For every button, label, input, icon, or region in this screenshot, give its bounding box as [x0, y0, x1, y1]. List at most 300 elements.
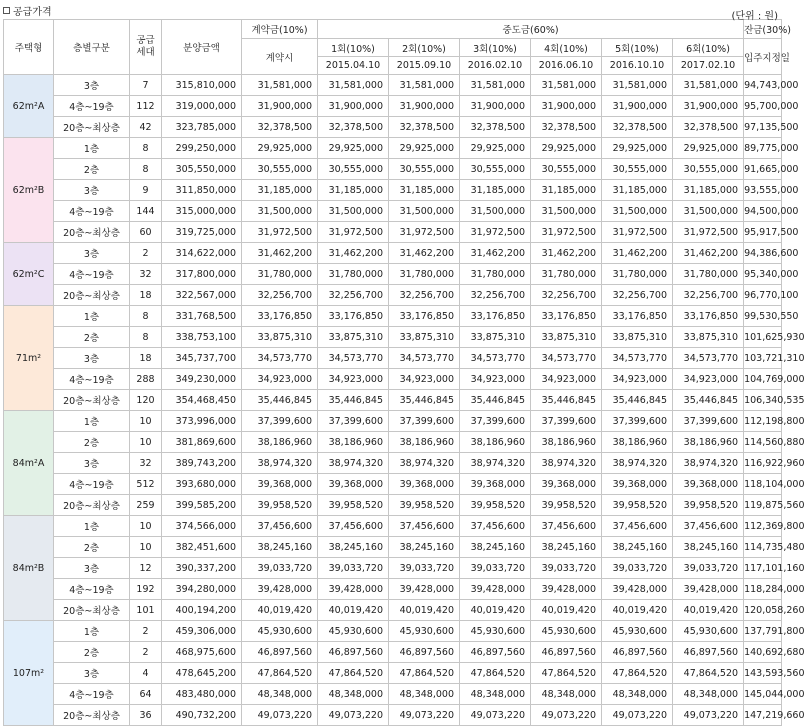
interim-6-cell: 49,073,220: [673, 705, 744, 726]
interim-2-cell: 38,245,160: [389, 537, 460, 558]
floor-cell: 4층~19층: [54, 474, 130, 495]
interim-1-cell: 31,972,500: [318, 222, 389, 243]
deposit-cell: 32,256,700: [242, 285, 318, 306]
price-cell: 305,550,000: [162, 159, 242, 180]
interim-3-cell: 32,378,500: [460, 117, 531, 138]
balance-cell: 104,769,000: [744, 369, 782, 390]
interim-1-cell: 34,573,770: [318, 348, 389, 369]
price-cell: 390,337,200: [162, 558, 242, 579]
deposit-cell: 30,555,000: [242, 159, 318, 180]
interim-6-cell: 39,033,720: [673, 558, 744, 579]
price-cell: 393,680,000: [162, 474, 242, 495]
interim-5-cell: 29,925,000: [602, 138, 673, 159]
price-cell: 331,768,500: [162, 306, 242, 327]
floor-cell: 3층: [54, 243, 130, 264]
type-cell: 62m²B: [4, 138, 54, 243]
interim-2-cell: 30,555,000: [389, 159, 460, 180]
interim-6-cell: 39,958,520: [673, 495, 744, 516]
interim-2-cell: 31,462,200: [389, 243, 460, 264]
balance-cell: 93,555,000: [744, 180, 782, 201]
floor-cell: 1층: [54, 621, 130, 642]
caption-text: 공급가격: [13, 7, 52, 18]
price-cell: 459,306,000: [162, 621, 242, 642]
interim-3-cell: 31,780,000: [460, 264, 531, 285]
table-row: [4, 411, 782, 432]
table-row: [4, 495, 782, 516]
interim-3-cell: 32,256,700: [460, 285, 531, 306]
interim-4-cell: 31,780,000: [531, 264, 602, 285]
units-cell: 10: [130, 432, 162, 453]
interim-1-cell: 31,780,000: [318, 264, 389, 285]
units-cell: 32: [130, 453, 162, 474]
interim-2-cell: 38,974,320: [389, 453, 460, 474]
interim-4-cell: 33,176,850: [531, 306, 602, 327]
deposit-cell: 38,245,160: [242, 537, 318, 558]
balance-cell: 118,104,000: [744, 474, 782, 495]
balance-cell: 119,875,560: [744, 495, 782, 516]
header-floor-group: 층별구분: [54, 20, 130, 75]
interim-3-cell: 33,176,850: [460, 306, 531, 327]
interim-2-cell: 32,256,700: [389, 285, 460, 306]
units-cell: 8: [130, 327, 162, 348]
units-cell: 64: [130, 684, 162, 705]
header-date-1: 2015.04.10: [318, 57, 389, 75]
interim-2-cell: 31,185,000: [389, 180, 460, 201]
header-date-4: 2016.06.10: [531, 57, 602, 75]
interim-4-cell: 45,930,600: [531, 621, 602, 642]
price-cell: 299,250,000: [162, 138, 242, 159]
units-cell: 10: [130, 516, 162, 537]
header-interim: 중도금(60%): [318, 20, 744, 39]
header-round-3: 3회(10%): [460, 39, 531, 57]
floor-cell: 2층: [54, 432, 130, 453]
balance-cell: 101,625,930: [744, 327, 782, 348]
interim-1-cell: 38,245,160: [318, 537, 389, 558]
interim-3-cell: 29,925,000: [460, 138, 531, 159]
units-cell: 2: [130, 642, 162, 663]
interim-6-cell: 31,780,000: [673, 264, 744, 285]
floor-cell: 20층~최상층: [54, 285, 130, 306]
units-cell: 60: [130, 222, 162, 243]
interim-6-cell: 37,399,600: [673, 411, 744, 432]
interim-6-cell: 33,875,310: [673, 327, 744, 348]
balance-cell: 94,500,000: [744, 201, 782, 222]
interim-4-cell: 31,500,000: [531, 201, 602, 222]
interim-2-cell: 37,456,600: [389, 516, 460, 537]
interim-5-cell: 38,245,160: [602, 537, 673, 558]
interim-5-cell: 38,186,960: [602, 432, 673, 453]
floor-cell: 20층~최상층: [54, 705, 130, 726]
interim-4-cell: 31,900,000: [531, 96, 602, 117]
interim-5-cell: 33,176,850: [602, 306, 673, 327]
balance-cell: 112,369,800: [744, 516, 782, 537]
interim-2-cell: 47,864,520: [389, 663, 460, 684]
interim-5-cell: 37,399,600: [602, 411, 673, 432]
interim-4-cell: 39,958,520: [531, 495, 602, 516]
balance-cell: 114,560,880: [744, 432, 782, 453]
units-cell: 4: [130, 663, 162, 684]
units-cell: 10: [130, 411, 162, 432]
interim-2-cell: 40,019,420: [389, 600, 460, 621]
interim-5-cell: 46,897,560: [602, 642, 673, 663]
interim-1-cell: 39,958,520: [318, 495, 389, 516]
type-cell: 62m²A: [4, 75, 54, 138]
interim-5-cell: 34,923,000: [602, 369, 673, 390]
table-row: [4, 516, 782, 537]
deposit-cell: 37,456,600: [242, 516, 318, 537]
interim-1-cell: 31,581,000: [318, 75, 389, 96]
balance-cell: 147,219,660: [744, 705, 782, 726]
balance-cell: 94,743,000: [744, 75, 782, 96]
deposit-cell: 32,378,500: [242, 117, 318, 138]
deposit-cell: 39,033,720: [242, 558, 318, 579]
interim-6-cell: 39,428,000: [673, 579, 744, 600]
deposit-cell: 29,925,000: [242, 138, 318, 159]
deposit-cell: 38,974,320: [242, 453, 318, 474]
floor-cell: 3층: [54, 453, 130, 474]
interim-1-cell: 39,033,720: [318, 558, 389, 579]
table-row: [4, 327, 782, 348]
interim-1-cell: 45,930,600: [318, 621, 389, 642]
table-row: [4, 684, 782, 705]
deposit-cell: 37,399,600: [242, 411, 318, 432]
interim-5-cell: 31,462,200: [602, 243, 673, 264]
interim-3-cell: 38,186,960: [460, 432, 531, 453]
header-balance-sub: 입주지정일: [744, 39, 782, 75]
header-date-3: 2016.02.10: [460, 57, 531, 75]
floor-cell: 2층: [54, 537, 130, 558]
floor-cell: 20층~최상층: [54, 117, 130, 138]
interim-6-cell: 33,176,850: [673, 306, 744, 327]
interim-4-cell: 39,033,720: [531, 558, 602, 579]
table-row: [4, 117, 782, 138]
units-cell: 144: [130, 201, 162, 222]
header-units: 공급 세대: [130, 20, 162, 75]
table-row: [4, 348, 782, 369]
interim-2-cell: 31,581,000: [389, 75, 460, 96]
interim-5-cell: 33,875,310: [602, 327, 673, 348]
units-cell: 8: [130, 138, 162, 159]
interim-5-cell: 32,378,500: [602, 117, 673, 138]
price-cell: 322,567,000: [162, 285, 242, 306]
units-cell: 42: [130, 117, 162, 138]
price-cell: 400,194,200: [162, 600, 242, 621]
interim-1-cell: 47,864,520: [318, 663, 389, 684]
interim-1-cell: 35,446,845: [318, 390, 389, 411]
table-row: [4, 432, 782, 453]
table-row: [4, 180, 782, 201]
floor-cell: 3층: [54, 558, 130, 579]
interim-4-cell: 32,378,500: [531, 117, 602, 138]
interim-6-cell: 48,348,000: [673, 684, 744, 705]
table-row: [4, 75, 782, 96]
deposit-cell: 34,923,000: [242, 369, 318, 390]
interim-2-cell: 31,900,000: [389, 96, 460, 117]
interim-4-cell: 30,555,000: [531, 159, 602, 180]
floor-cell: 1층: [54, 516, 130, 537]
interim-6-cell: 46,897,560: [673, 642, 744, 663]
interim-5-cell: 39,368,000: [602, 474, 673, 495]
balance-cell: 118,284,000: [744, 579, 782, 600]
interim-2-cell: 39,428,000: [389, 579, 460, 600]
table-row: [4, 642, 782, 663]
interim-3-cell: 31,500,000: [460, 201, 531, 222]
header-date-2: 2015.09.10: [389, 57, 460, 75]
interim-4-cell: 33,875,310: [531, 327, 602, 348]
table-row: [4, 222, 782, 243]
interim-5-cell: 40,019,420: [602, 600, 673, 621]
interim-2-cell: 48,348,000: [389, 684, 460, 705]
units-cell: 7: [130, 75, 162, 96]
interim-2-cell: 33,875,310: [389, 327, 460, 348]
interim-5-cell: 31,780,000: [602, 264, 673, 285]
interim-6-cell: 38,245,160: [673, 537, 744, 558]
header-date-5: 2016.10.10: [602, 57, 673, 75]
interim-4-cell: 34,573,770: [531, 348, 602, 369]
interim-2-cell: 31,500,000: [389, 201, 460, 222]
header-deposit-sub: 계약시: [242, 39, 318, 75]
interim-5-cell: 31,500,000: [602, 201, 673, 222]
interim-6-cell: 38,186,960: [673, 432, 744, 453]
interim-6-cell: 31,462,200: [673, 243, 744, 264]
deposit-cell: 31,185,000: [242, 180, 318, 201]
balance-cell: 89,775,000: [744, 138, 782, 159]
square-bullet-icon: [3, 7, 10, 14]
units-cell: 112: [130, 96, 162, 117]
table-row: [4, 474, 782, 495]
interim-1-cell: 46,897,560: [318, 642, 389, 663]
balance-cell: 137,791,800: [744, 621, 782, 642]
interim-1-cell: 30,555,000: [318, 159, 389, 180]
interim-3-cell: 48,348,000: [460, 684, 531, 705]
table-caption: [3, 3, 52, 18]
interim-3-cell: 30,555,000: [460, 159, 531, 180]
interim-4-cell: 31,972,500: [531, 222, 602, 243]
header-balance: 잔금(30%): [744, 20, 782, 39]
interim-4-cell: 34,923,000: [531, 369, 602, 390]
type-cell: 84m²A: [4, 411, 54, 516]
units-cell: 8: [130, 159, 162, 180]
units-cell: 192: [130, 579, 162, 600]
price-cell: 315,000,000: [162, 201, 242, 222]
interim-2-cell: 35,446,845: [389, 390, 460, 411]
balance-cell: 95,917,500: [744, 222, 782, 243]
floor-cell: 20층~최상층: [54, 222, 130, 243]
interim-3-cell: 38,974,320: [460, 453, 531, 474]
table-row: [4, 453, 782, 474]
balance-cell: 120,058,260: [744, 600, 782, 621]
floor-cell: 4층~19층: [54, 264, 130, 285]
floor-cell: 3층: [54, 75, 130, 96]
deposit-cell: 39,428,000: [242, 579, 318, 600]
interim-2-cell: 37,399,600: [389, 411, 460, 432]
price-cell: 374,566,000: [162, 516, 242, 537]
price-cell: 478,645,200: [162, 663, 242, 684]
interim-3-cell: 39,368,000: [460, 474, 531, 495]
table-body: [4, 75, 805, 726]
deposit-cell: 46,897,560: [242, 642, 318, 663]
interim-1-cell: 31,900,000: [318, 96, 389, 117]
interim-6-cell: 35,446,845: [673, 390, 744, 411]
price-cell: 382,451,600: [162, 537, 242, 558]
floor-cell: 4층~19층: [54, 684, 130, 705]
floor-cell: 3층: [54, 180, 130, 201]
interim-3-cell: 31,972,500: [460, 222, 531, 243]
interim-4-cell: 31,185,000: [531, 180, 602, 201]
table-row: [4, 96, 782, 117]
interim-3-cell: 39,428,000: [460, 579, 531, 600]
units-cell: 288: [130, 369, 162, 390]
deposit-cell: 31,581,000: [242, 75, 318, 96]
interim-1-cell: 32,378,500: [318, 117, 389, 138]
floor-cell: 4층~19층: [54, 369, 130, 390]
balance-cell: 143,593,560: [744, 663, 782, 684]
table-row: [4, 201, 782, 222]
table-row: [4, 600, 782, 621]
interim-3-cell: 46,897,560: [460, 642, 531, 663]
interim-2-cell: 34,923,000: [389, 369, 460, 390]
table-row: [4, 264, 782, 285]
price-cell: 468,975,600: [162, 642, 242, 663]
balance-cell: 112,198,800: [744, 411, 782, 432]
interim-4-cell: 39,428,000: [531, 579, 602, 600]
balance-cell: 140,692,680: [744, 642, 782, 663]
table-row: [4, 705, 782, 726]
price-cell: 354,468,450: [162, 390, 242, 411]
balance-cell: 106,340,535: [744, 390, 782, 411]
floor-cell: 4층~19층: [54, 579, 130, 600]
interim-3-cell: 34,923,000: [460, 369, 531, 390]
interim-3-cell: 34,573,770: [460, 348, 531, 369]
interim-1-cell: 32,256,700: [318, 285, 389, 306]
deposit-cell: 31,500,000: [242, 201, 318, 222]
interim-6-cell: 37,456,600: [673, 516, 744, 537]
units-cell: 36: [130, 705, 162, 726]
supply-price-table: [3, 19, 805, 726]
balance-cell: 96,770,100: [744, 285, 782, 306]
interim-2-cell: 33,176,850: [389, 306, 460, 327]
table-row: [4, 621, 782, 642]
interim-1-cell: 31,500,000: [318, 201, 389, 222]
interim-4-cell: 47,864,520: [531, 663, 602, 684]
header-round-6: 6회(10%): [673, 39, 744, 57]
price-cell: 389,743,200: [162, 453, 242, 474]
balance-cell: 94,386,600: [744, 243, 782, 264]
price-cell: 314,622,000: [162, 243, 242, 264]
type-cell: 84m²B: [4, 516, 54, 621]
interim-4-cell: 38,186,960: [531, 432, 602, 453]
interim-1-cell: 34,923,000: [318, 369, 389, 390]
deposit-cell: 39,958,520: [242, 495, 318, 516]
floor-cell: 3층: [54, 348, 130, 369]
interim-4-cell: 46,897,560: [531, 642, 602, 663]
floor-cell: 1층: [54, 138, 130, 159]
interim-2-cell: 49,073,220: [389, 705, 460, 726]
interim-1-cell: 37,399,600: [318, 411, 389, 432]
interim-3-cell: 31,900,000: [460, 96, 531, 117]
type-cell: 71m²: [4, 306, 54, 411]
deposit-cell: 31,900,000: [242, 96, 318, 117]
interim-2-cell: 31,780,000: [389, 264, 460, 285]
deposit-cell: 49,073,220: [242, 705, 318, 726]
interim-5-cell: 49,073,220: [602, 705, 673, 726]
floor-cell: 20층~최상층: [54, 600, 130, 621]
header-round-2: 2회(10%): [389, 39, 460, 57]
interim-3-cell: 37,399,600: [460, 411, 531, 432]
table-row: [4, 243, 782, 264]
interim-1-cell: 37,456,600: [318, 516, 389, 537]
header-round-5: 5회(10%): [602, 39, 673, 57]
floor-cell: 20층~최상층: [54, 495, 130, 516]
deposit-cell: 31,462,200: [242, 243, 318, 264]
interim-6-cell: 29,925,000: [673, 138, 744, 159]
floor-cell: 4층~19층: [54, 96, 130, 117]
units-cell: 120: [130, 390, 162, 411]
type-cell: 62m²C: [4, 243, 54, 306]
interim-2-cell: 38,186,960: [389, 432, 460, 453]
interim-1-cell: 39,368,000: [318, 474, 389, 495]
interim-4-cell: 39,368,000: [531, 474, 602, 495]
interim-4-cell: 29,925,000: [531, 138, 602, 159]
header-round-1: 1회(10%): [318, 39, 389, 57]
interim-1-cell: 29,925,000: [318, 138, 389, 159]
interim-5-cell: 47,864,520: [602, 663, 673, 684]
interim-5-cell: 48,348,000: [602, 684, 673, 705]
price-cell: 338,753,100: [162, 327, 242, 348]
table-row: [4, 369, 782, 390]
interim-1-cell: 33,875,310: [318, 327, 389, 348]
table-row: [4, 285, 782, 306]
interim-3-cell: 37,456,600: [460, 516, 531, 537]
interim-3-cell: 39,958,520: [460, 495, 531, 516]
balance-cell: 145,044,000: [744, 684, 782, 705]
deposit-cell: 48,348,000: [242, 684, 318, 705]
interim-3-cell: 49,073,220: [460, 705, 531, 726]
interim-5-cell: 31,972,500: [602, 222, 673, 243]
table-row: [4, 159, 782, 180]
interim-3-cell: 31,581,000: [460, 75, 531, 96]
units-cell: 2: [130, 243, 162, 264]
interim-4-cell: 37,456,600: [531, 516, 602, 537]
units-cell: 259: [130, 495, 162, 516]
header-bar: [0, 0, 784, 22]
interim-4-cell: 31,581,000: [531, 75, 602, 96]
balance-cell: 99,530,550: [744, 306, 782, 327]
header-price: 분양금액: [162, 20, 242, 75]
interim-5-cell: 34,573,770: [602, 348, 673, 369]
interim-4-cell: 32,256,700: [531, 285, 602, 306]
interim-1-cell: 31,185,000: [318, 180, 389, 201]
interim-3-cell: 45,930,600: [460, 621, 531, 642]
interim-3-cell: 47,864,520: [460, 663, 531, 684]
balance-cell: 91,665,000: [744, 159, 782, 180]
interim-1-cell: 49,073,220: [318, 705, 389, 726]
price-cell: 349,230,000: [162, 369, 242, 390]
interim-6-cell: 40,019,420: [673, 600, 744, 621]
interim-3-cell: 38,245,160: [460, 537, 531, 558]
units-cell: 10: [130, 537, 162, 558]
table-row: [4, 558, 782, 579]
units-cell: 101: [130, 600, 162, 621]
deposit-cell: 38,186,960: [242, 432, 318, 453]
interim-2-cell: 39,368,000: [389, 474, 460, 495]
interim-2-cell: 39,033,720: [389, 558, 460, 579]
floor-cell: 2층: [54, 642, 130, 663]
interim-3-cell: 33,875,310: [460, 327, 531, 348]
header-date-6: 2017.02.10: [673, 57, 744, 75]
units-cell: 2: [130, 621, 162, 642]
floor-cell: 20층~최상층: [54, 390, 130, 411]
